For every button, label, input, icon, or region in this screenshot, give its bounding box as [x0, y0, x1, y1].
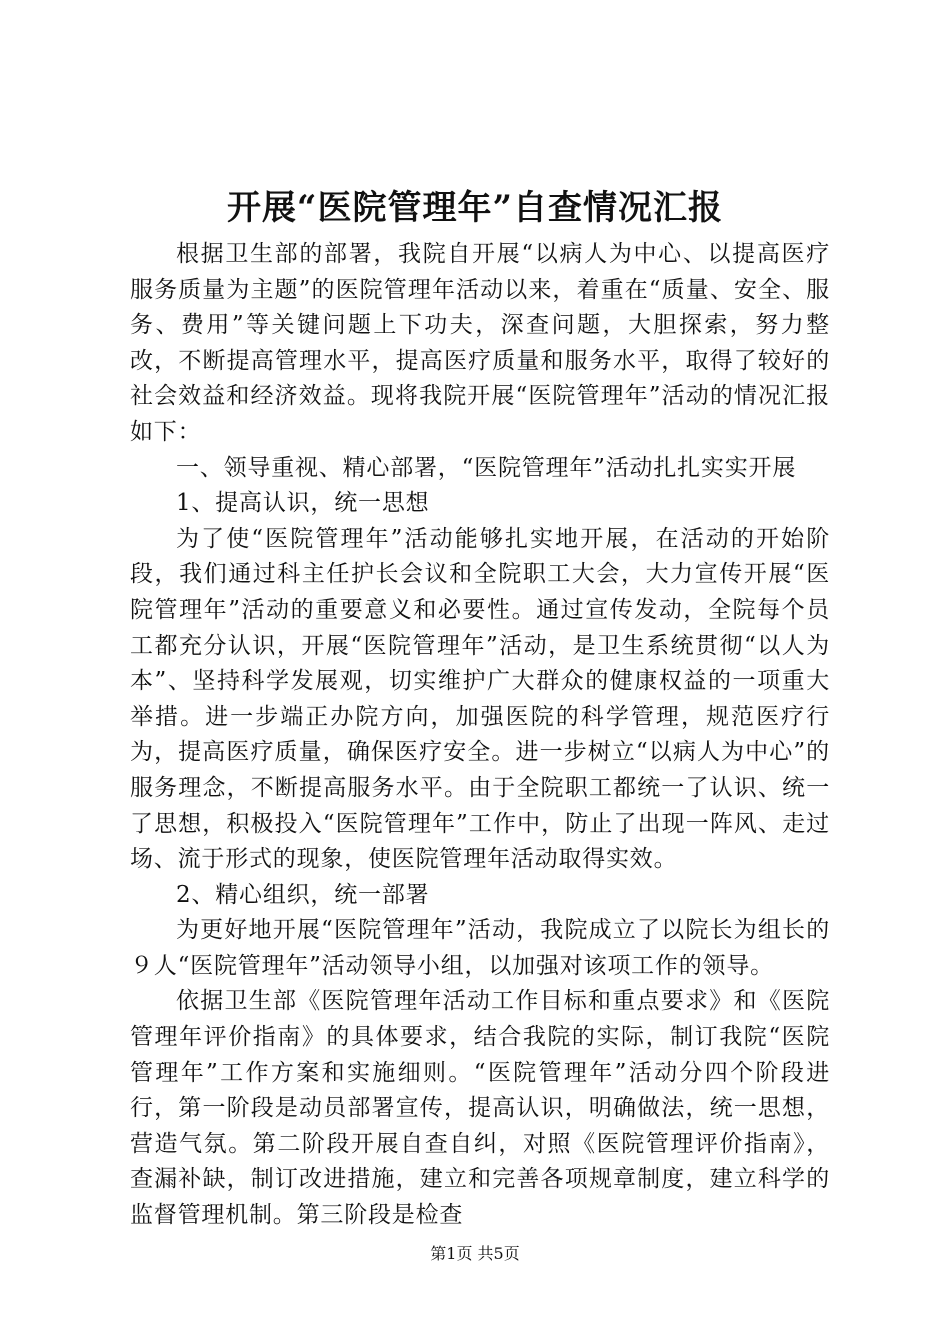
- subsection-heading-1: 1、提高认识，统一思想: [176, 490, 430, 517]
- document-body: [130, 237, 830, 1234]
- page-number-footer: 第1页 共5页: [430, 1244, 520, 1263]
- intro-paragraph: 根据卫生部的部署，我院自开展“以病人为中心、以提高医疗服务质量为主题”的医院管理年活动以来，着重在“质量、安全、服务、费用”等关键问题上下功夫，深查问题，大胆探索，努力整改，不断提高管理水平，提高医疗质量和服务水平，取得了较好的社会效益和经济效益。现将我院开展“医院管理年”活动的情况汇报如下：: [130, 241, 830, 445]
- body-paragraph: 依据卫生部《医院管理年活动工作目标和重点要求》和《医院管理年评价指南》的具体要求，结合我院的实际，制订我院“医院管理年”工作方案和实施细则。“医院管理年”活动分四个阶段进行，第一阶段是动员部署宣传，提高认识，明确做法，统一思想，营造气氛。第二阶段开展自查自纠，对照《医院管理评价指南》，查漏补缺，制订改进措施，建立和完善各项规章制度，建立科学的监督管理机制。第三阶段是检查: [130, 988, 830, 1229]
- subsection-heading-2: 2、精心组织，统一部署: [176, 881, 430, 908]
- document-title: 开展“医院管理年”自查情况汇报: [226, 188, 724, 228]
- body-paragraph: 为了使“医院管理年”活动能够扎实地开展，在活动的开始阶段，我们通过科主任护长会议和全院职工大会，大力宣传开展“医院管理年”活动的重要意义和必要性。通过宣传发动，全院每个员工都充分认识，开展“医院管理年”活动，是卫生系统贯彻“以人为本”、坚持科学发展观，切实维护广大群众的健康权益的一项重大举措。进一步端正办院方向，加强医院的科学管理，规范医疗行为，提高医疗质量，确保医疗安全。进一步树立“以病人为中心”的服务理念，不断提高服务水平。由于全院职工都统一了认识、统一了思想，积极投入“医院管理年”工作中，防止了出现一阵风、走过场、流于形式的现象，使医院管理年活动取得实效。: [130, 525, 830, 873]
- body-paragraph: 为更好地开展“医院管理年”活动，我院成立了以院长为组长的９人“医院管理年”活动领导小组，以加强对该项工作的领导。: [130, 917, 830, 979]
- section-heading-1: 一、领导重视、精心部署，“医院管理年”活动扎扎实实开展: [176, 454, 797, 481]
